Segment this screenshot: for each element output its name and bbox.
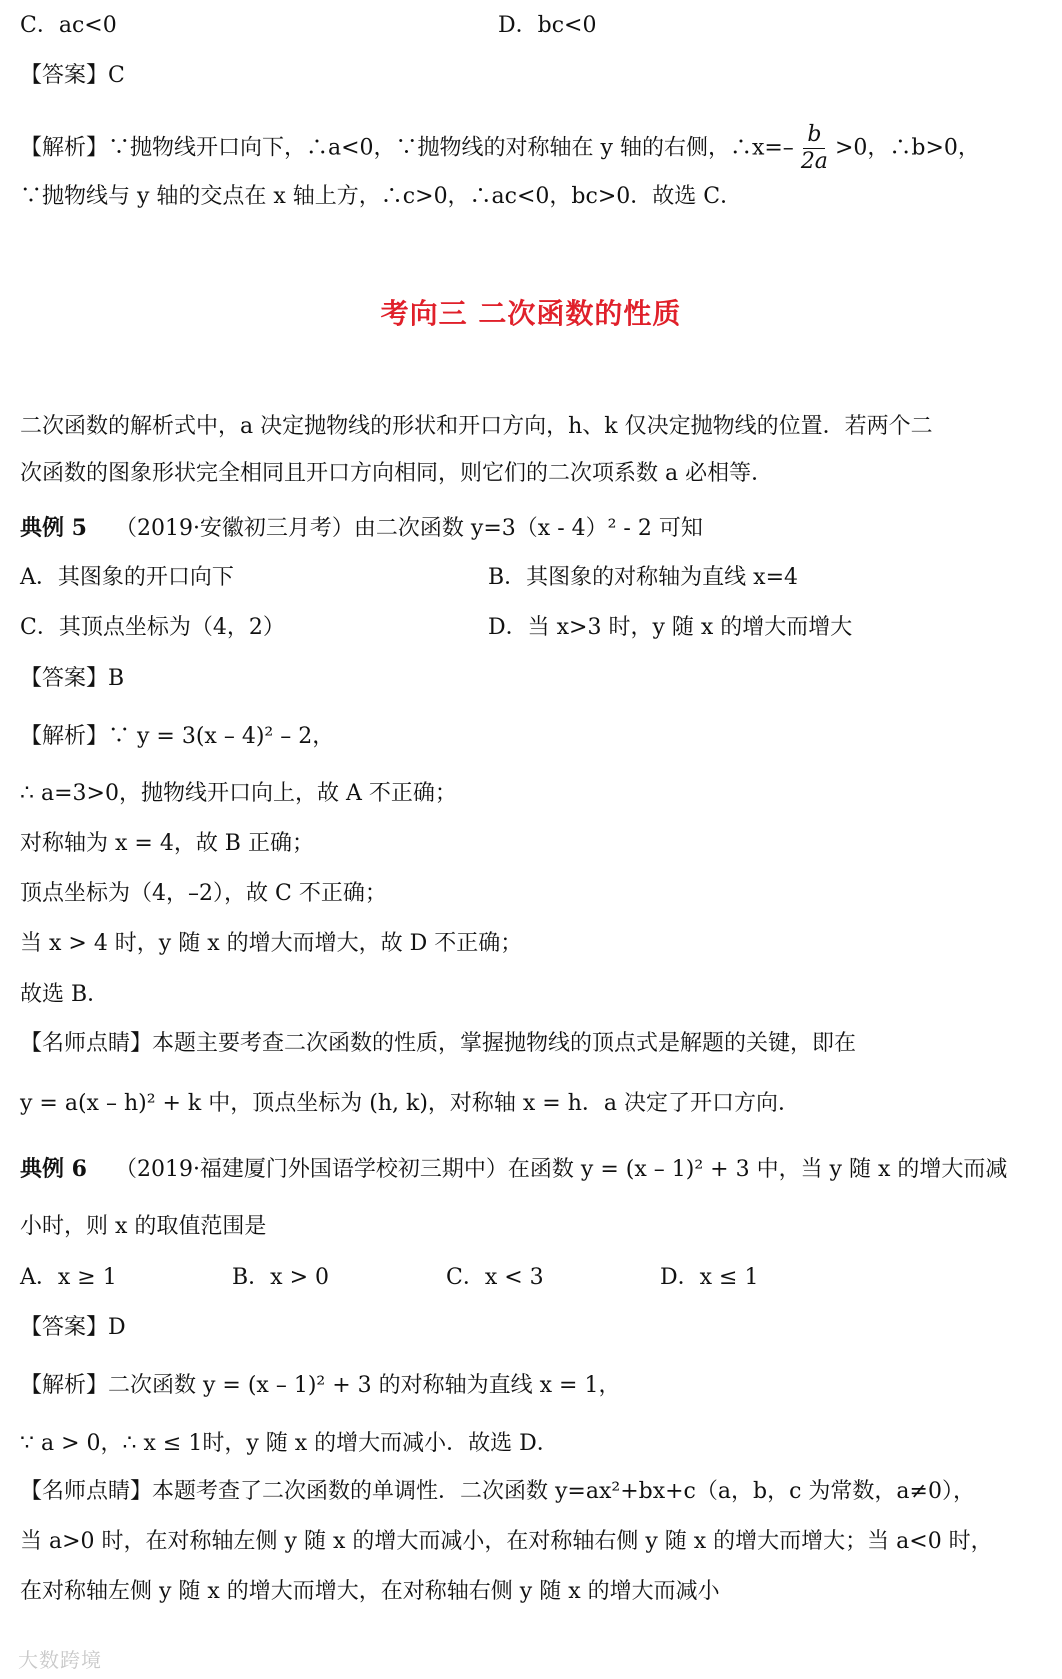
example5-option-b: B．其图象的对称轴为直线 x=4 — [488, 565, 798, 590]
example5-solution-2: ∴ a=3>0，抛物线开口向上，故 A 不正确； — [20, 781, 457, 806]
analysis-top-line2: ∵抛物线与 y 轴的交点在 x 轴上方，∴c>0，∴ac<0，bc>0．故选 C． — [20, 184, 743, 209]
example5-label: 典例 5 — [20, 515, 87, 541]
example5-question-text: （2019·安徽初三月考）由二次函数 y=3（x - 4）² - 2 可知 — [114, 516, 703, 541]
analysis-top-part2: >0，∴b>0， — [834, 135, 980, 161]
answer-top: 【答案】C — [20, 63, 125, 88]
example6-option-c: C．x < 3 — [446, 1265, 544, 1290]
example6-question — [20, 1155, 1007, 1184]
example5-option-c: C．其顶点坐标为（4，2） — [20, 615, 285, 640]
example6-tip-1: 【名师点睛】本题考查了二次函数的单调性．二次函数 y=ax²+bx+c（a，b，c 为常数，a≠0）， — [20, 1479, 975, 1504]
example5-answer: 【答案】B — [20, 666, 125, 691]
fraction-numerator: b — [803, 122, 825, 149]
example5-tip-2: y = a(x – h)² + k 中，顶点坐标为 (h, k)，对称轴 x = h．a 决定了开口方向． — [20, 1091, 801, 1116]
example5-solution-5: 当 x > 4 时，y 随 x 的增大而增大，故 D 不正确； — [20, 931, 523, 956]
example5-solution-4: 顶点坐标为（4，–2），故 C 不正确； — [20, 881, 387, 906]
section-heading: 考向三 二次函数的性质 — [380, 297, 682, 330]
example6-label: 典例 6 — [20, 1156, 87, 1182]
example6-question-2: 小时，则 x 的取值范围是 — [20, 1214, 267, 1239]
example6-tip-2: 当 a>0 时，在对称轴左侧 y 随 x 的增大而减小，在对称轴右侧 y 随 x 的增大而增大；当 a<0 时， — [20, 1529, 993, 1554]
example6-option-d: D．x ≤ 1 — [660, 1265, 759, 1290]
example5-solution-3: 对称轴为 x = 4，故 B 正确； — [20, 831, 314, 856]
intro-line1: 二次函数的解析式中，a 决定抛物线的形状和开口方向，h、k 仅决定抛物线的位置．若两个二 — [20, 414, 933, 439]
example6-tip-3: 在对称轴左侧 y 随 x 的增大而增大，在对称轴右侧 y 随 x 的增大而减小 — [20, 1579, 720, 1604]
example6-question-text: （2019·福建厦门外国语学校初三期中）在函数 y = (x – 1)² + 3 中，当 y 随 x 的增大而减 — [114, 1157, 1008, 1182]
example5-tip-1: 【名师点睛】本题主要考查二次函数的性质，掌握抛物线的顶点式是解题的关键，即在 — [20, 1031, 857, 1056]
example6-solution-1: 【解析】二次函数 y = (x – 1)² + 3 的对称轴为直线 x = 1， — [20, 1373, 621, 1398]
example6-option-a: A．x ≥ 1 — [20, 1265, 117, 1290]
example5-option-d: D．当 x>3 时，y 随 x 的增大而增大 — [488, 615, 853, 640]
analysis-top-line1 — [20, 122, 980, 175]
example6-option-b: B．x > 0 — [232, 1265, 329, 1290]
analysis-top-part1: 【解析】∵抛物线开口向下，∴a<0，∵抛物线的对称轴在 y 轴的右侧，∴x=– — [20, 135, 794, 161]
fraction-b-over-2a — [797, 122, 832, 175]
example6-answer: 【答案】D — [20, 1315, 126, 1340]
example6-solution-2: ∵ a > 0，∴ x ≤ 1时，y 随 x 的增大而减小．故选 D． — [20, 1431, 559, 1456]
fraction-denominator: 2a — [800, 149, 828, 174]
example5-question — [20, 514, 703, 543]
option-d-top: D．bc<0 — [498, 13, 597, 38]
intro-line2: 次函数的图象形状完全相同且开口方向相同，则它们的二次项系数 a 必相等． — [20, 461, 774, 486]
example5-option-a: A．其图象的开口向下 — [20, 565, 234, 590]
watermark-text: 大数跨境 — [18, 1648, 102, 1672]
example5-solution-1: 【解析】∵ y = 3(x – 4)² – 2， — [20, 724, 335, 749]
option-c-top: C．ac<0 — [20, 13, 117, 38]
example5-solution-6: 故选 B． — [20, 982, 110, 1007]
